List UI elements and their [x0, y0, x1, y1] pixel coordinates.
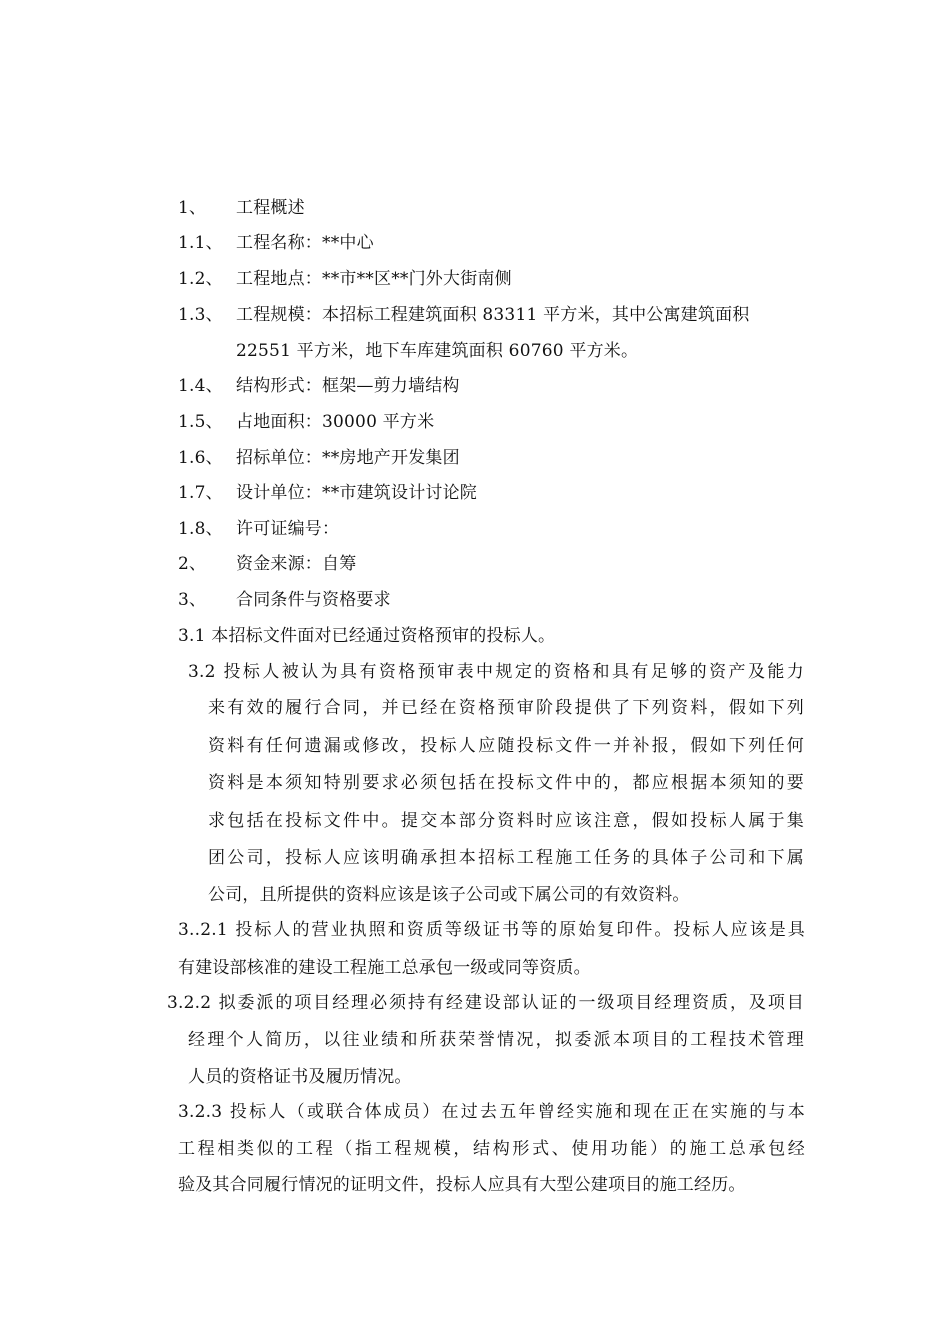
section-text: 工程名称：**中心 [236, 233, 374, 253]
paragraph-3-2-line: 团公司，投标人应该明确承担本招标工程施工任务的具体子公司和下属 [208, 848, 804, 868]
section-1-8 [178, 519, 339, 539]
section-1-7 [178, 483, 477, 503]
section-number: 1.3、 [178, 305, 223, 325]
section-text: 设计单位：**市建筑设计讨论院 [236, 483, 477, 503]
paragraph-3-2-line: 3.2 投标人被认为具有资格预审表中规定的资格和具有足够的资产及能力 [188, 662, 804, 682]
section-text: 占地面积：30000 平方米 [236, 412, 435, 432]
section-text: 招标单位：**房地产开发集团 [236, 448, 460, 468]
section-1-3-continuation [236, 341, 638, 361]
section-text: 工程概述 [236, 198, 305, 218]
paragraph-3-2-line: 资料是本须知特别要求必须包括在投标文件中的，都应根据本须知的要 [208, 773, 804, 793]
paragraph-3-2-line: 资料有任何遗漏或修改，投标人应随投标文件一并补报，假如下列任何 [208, 736, 804, 756]
paragraph-3-2-line: 求包括在投标文件中。提交本部分资料时应该注意，假如投标人属于集 [208, 811, 804, 831]
section-number: 1.8、 [178, 519, 223, 539]
section-1-4 [178, 376, 460, 396]
section-text: 工程规模：本招标工程建筑面积 83311 平方米，其中公寓建筑面积 [236, 305, 750, 325]
paragraph-3-2-2-line: 3.2.2 拟委派的项目经理必须持有经建设部认证的一级项目经理资质，及项目 [167, 993, 804, 1013]
paragraph-3-2-line: 公司，且所提供的资料应该是该子公司或下属公司的有效资料。 [208, 885, 690, 905]
section-2 [178, 554, 356, 574]
paragraph-3-2-3-line: 工程相类似的工程（指工程规模，结构形式、使用功能）的施工总承包经 [178, 1139, 805, 1159]
section-text: 资金来源：自筹 [236, 554, 357, 574]
section-number: 1.1、 [178, 233, 223, 253]
section-number: 3、 [178, 590, 207, 610]
paragraph-3-2-2-line: 经理个人简历，以往业绩和所获荣誉情况，拟委派本项目的工程技术管理 [188, 1030, 804, 1050]
paragraph-3-2-2-line: 人员的资格证书及履历情况。 [188, 1067, 412, 1087]
section-text: 合同条件与资格要求 [236, 590, 391, 610]
section-1-3 [178, 305, 750, 325]
section-number: 1、 [178, 198, 207, 218]
section-text-continuation: 22551 平方米，地下车库建筑面积 60760 平方米。 [236, 341, 639, 361]
paragraph-text: 3.1 本招标文件面对已经通过资格预审的投标人。 [178, 626, 556, 646]
section-number: 1.2、 [178, 269, 223, 289]
paragraph-3-2-1-line: 3..2.1 投标人的营业执照和资质等级证书等的原始复印件。投标人应该是具 [178, 920, 805, 940]
paragraph-3-2-3-line: 3.2.3 投标人（或联合体成员）在过去五年曾经实施和现在正在实施的与本 [178, 1102, 805, 1122]
section-number: 1.7、 [178, 483, 223, 503]
section-number: 1.5、 [178, 412, 223, 432]
section-text: 结构形式：框架—剪力墙结构 [236, 376, 460, 396]
section-3 [178, 590, 391, 610]
section-number: 1.6、 [178, 448, 223, 468]
paragraph-3-2-line: 来有效的履行合同，并已经在资格预审阶段提供了下列资料，假如下列 [208, 698, 804, 718]
section-1-1 [178, 233, 374, 253]
section-1-2 [178, 269, 512, 289]
section-1 [178, 198, 305, 218]
section-1-5 [178, 412, 434, 432]
paragraph-3-1 [178, 626, 555, 646]
section-text: 工程地点：**市**区**门外大街南侧 [236, 269, 512, 289]
section-text: 许可证编号： [236, 519, 340, 539]
section-number: 1.4、 [178, 376, 223, 396]
section-number: 2、 [178, 554, 207, 574]
paragraph-3-2-1-line: 有建设部核准的建设工程施工总承包一级或同等资质。 [178, 958, 591, 978]
paragraph-3-2-3-line: 验及其合同履行情况的证明文件，投标人应具有大型公建项目的施工经历。 [178, 1175, 746, 1195]
section-1-6 [178, 448, 460, 468]
